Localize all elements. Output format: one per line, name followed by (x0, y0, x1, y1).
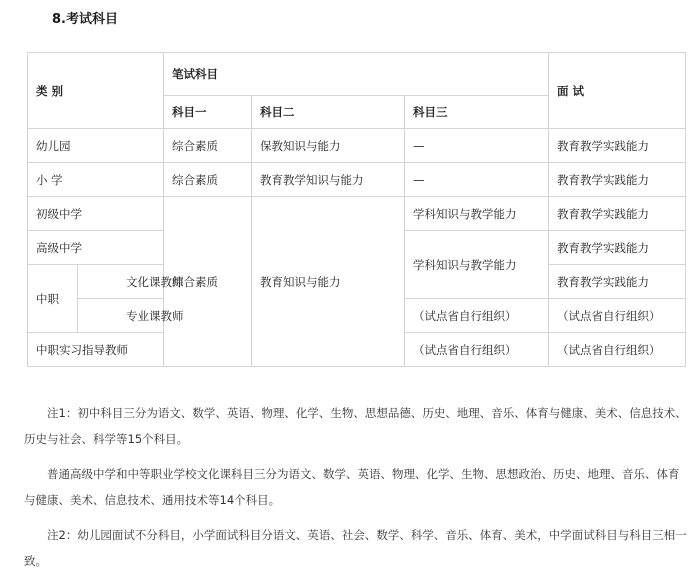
header-category: 类 别 (28, 53, 164, 129)
notes-section (24, 400, 688, 583)
row-label-professional-teacher: 专业课教师 (78, 299, 164, 333)
cell-kindergarten-interview: 教育教学实践能力 (549, 129, 686, 163)
cell-senior-interview: 教育教学实践能力 (549, 231, 686, 265)
table-row (28, 197, 686, 231)
cell-primary-s3: — (405, 163, 549, 197)
table-row (28, 129, 686, 163)
cell-primary-s2: 教育教学知识与能力 (252, 163, 405, 197)
row-label-senior: 高级中学 (28, 231, 164, 265)
cell-merged-s1: 综合素质 (164, 197, 252, 367)
cell-junior-interview: 教育教学实践能力 (549, 197, 686, 231)
cell-professional-s3: （试点省自行组织） (405, 299, 549, 333)
header-subject2: 科目二 (252, 96, 405, 129)
note-1: 注1：初中科目三分为语文、数学、英语、物理、化学、生物、思想品德、历史、地理、音乐、体育与健康、美术、信息技术、历史与社会、科学等15个科目。 (24, 406, 687, 446)
cell-primary-s1: 综合素质 (164, 163, 252, 197)
row-label-junior: 初级中学 (28, 197, 164, 231)
cell-primary-interview: 教育教学实践能力 (549, 163, 686, 197)
header-subject1: 科目一 (164, 96, 252, 129)
header-interview: 面 试 (549, 53, 686, 129)
row-label-intern-instructor: 中职实习指导教师 (28, 333, 164, 367)
cell-kindergarten-s2: 保教知识与能力 (252, 129, 405, 163)
header-written: 笔试科目 (164, 53, 549, 96)
row-label-culture-teacher: 文化课教师 (78, 265, 164, 299)
row-label-kindergarten: 幼儿园 (28, 129, 164, 163)
cell-kindergarten-s3: — (405, 129, 549, 163)
cell-junior-s3: 学科知识与教学能力 (405, 197, 549, 231)
note-2: 注2：幼儿园面试不分科目，小学面试科目分语文、英语、社会、数学、科学、音乐、体育、美术，中学面试科目与科目三相一致。 (24, 528, 687, 568)
header-subject3: 科目三 (405, 96, 549, 129)
section-heading: 8.考试科目 (52, 12, 118, 27)
cell-culture-interview: 教育教学实践能力 (549, 265, 686, 299)
table-header-row (28, 53, 686, 96)
cell-kindergarten-s1: 综合素质 (164, 129, 252, 163)
cell-merged-s2: 教育知识与能力 (252, 197, 405, 367)
row-label-primary: 小 学 (28, 163, 164, 197)
exam-subjects-table (27, 52, 686, 367)
cell-intern-s3: （试点省自行组织） (405, 333, 549, 367)
note-1-continued: 普通高级中学和中等职业学校文化课科目三分为语文、数学、英语、物理、化学、生物、思想政治、历史、地理、音乐、体育与健康、美术、信息技术、通用技术等14个科目。 (24, 467, 680, 507)
cell-professional-interview: （试点省自行组织） (549, 299, 686, 333)
cell-intern-interview: （试点省自行组织） (549, 333, 686, 367)
cell-merged-s3: 学科知识与教学能力 (405, 231, 549, 299)
row-label-vocational: 中职 (28, 265, 78, 333)
table-row (28, 163, 686, 197)
